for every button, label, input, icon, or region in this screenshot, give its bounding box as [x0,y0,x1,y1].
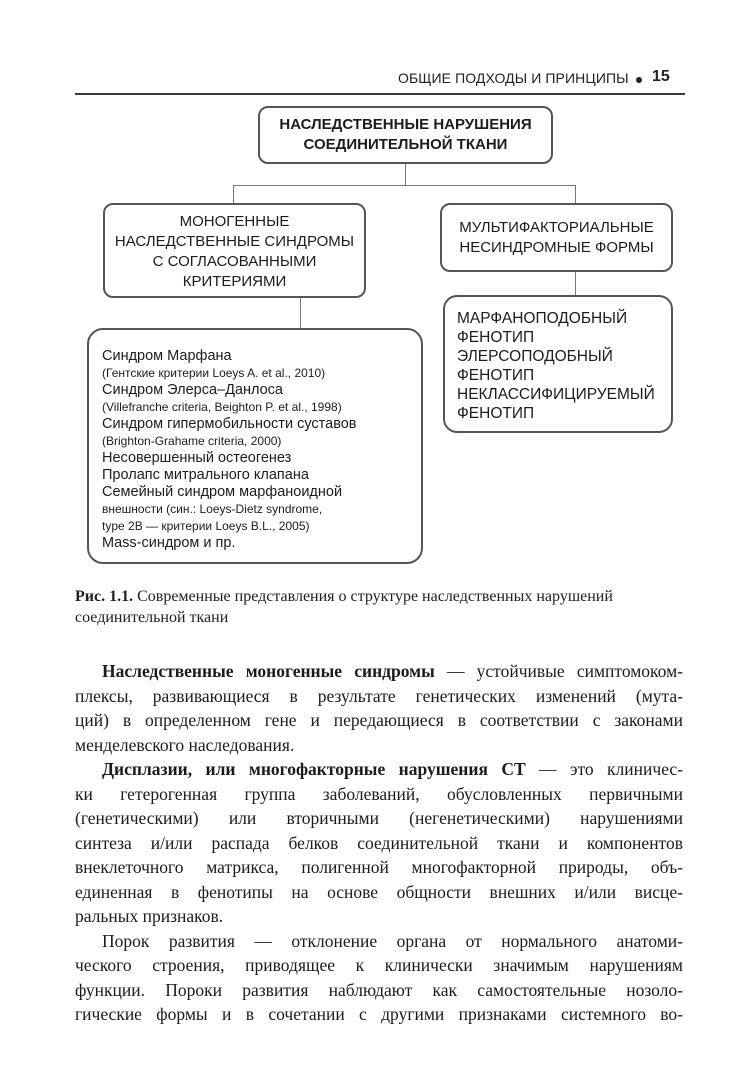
phenotypes-list [457,309,655,423]
paragraph-3-line: ческого строения, приводящее к клинически значимым нарушениям [75,955,683,975]
monogenic-box-line-1: МОНОГЕННЫЕ [179,213,290,230]
paragraph-1-line: ций) в определенном гене и передающиеся в соответствии с законами [75,710,683,730]
paragraph-1-line-1 [75,659,683,684]
figure-caption [75,586,685,628]
paragraph-2-line-1 [75,757,683,782]
term-monogenic-syndromes: Наследственные моногенные синдромы [102,661,435,681]
monogenic-syndromes-list [102,348,357,552]
phenotypes-list-box [443,295,673,433]
paragraph-1-line: плексы, развивающиеся в результате генетических изменений (мута- [75,685,683,706]
multifactorial-box-line-1: МУЛЬТИФАКТОРИАЛЬНЫЕ [459,219,654,236]
caption-line-2: соединительной ткани [75,609,229,626]
phenotype-item: ФЕНОТИП [457,367,535,384]
list-item: Mass-синдром и пр. [102,535,236,551]
paragraph-2-line: (генетическими) или вторичными (негенетическими) нарушениями [75,808,683,828]
list-item: (Гентские критерии Loeys A. et al., 2010) [102,366,326,380]
paragraph-2-line: синтеза и/или распада белков соединительной ткани и компонентов [75,832,683,853]
running-header-title: ОБЩИЕ ПОДХОДЫ И ПРИНЦИПЫ [398,70,629,86]
connector-horizontal [233,185,576,186]
connector-left-to-list [300,297,301,330]
paragraph-text: — устойчивые симптомоком- [434,661,683,681]
root-box-line-2: СОЕДИНИТЕЛЬНОЙ ТКАНИ [303,136,508,153]
list-item: Семейный синдром марфаноидной [102,484,343,500]
list-item: type 2B — критерии Loeys B.L., 2005) [102,519,310,533]
monogenic-syndromes-list-box [87,328,423,564]
paragraph-2-line: ральных признаков. [75,906,224,926]
list-item: Пролапс митрального клапана [102,467,309,483]
paragraph-3-line: Порок развития — отклонение органа от нормального анатоми- [102,930,683,951]
paragraph-1-line: менделевского наследования. [75,734,295,755]
monogenic-box-line-4: КРИТЕРИЯМИ [182,273,287,290]
list-item: (Brighton-Grahame criteria, 2000) [102,434,282,448]
connector-right-to-list [575,271,576,297]
multifactorial-forms-box [440,203,673,272]
multifactorial-box-line-2: НЕСИНДРОМНЫЕ ФОРМЫ [459,239,654,256]
root-box-line-1: НАСЛЕДСТВЕННЫЕ НАРУШЕНИЯ [279,116,532,133]
list-item: Синдром Марфана [102,348,232,364]
header-rule [75,93,685,95]
phenotype-item: ФЕНОТИП [457,405,535,422]
monogenic-box-line-2: НАСЛЕДСТВЕННЫЕ СИНДРОМЫ [114,233,355,250]
list-item: Синдром Элерса–Данлоса [102,382,283,398]
list-item: Несовершенный остеогенез [102,450,292,466]
phenotype-item: НЕКЛАССИФИЦИРУЕМЫЙ [457,386,655,403]
monogenic-syndromes-box [103,203,366,298]
paragraph-3-line: функции. Пороки развития наблюдают как самостоятельные нозоло- [75,979,683,1000]
monogenic-box-line-3: С СОГЛАСОВАННЫМИ [152,253,317,270]
paragraph-text: — это клиничес- [525,759,683,779]
phenotype-item: ЭЛЕРСОПОДОБНЫЙ [457,348,613,365]
connector-root-down [405,163,406,185]
header-bullet [636,77,642,83]
body-text [75,659,683,1027]
term-dysplasias: Дисплазии, или многофакторные нарушения СТ [102,759,526,779]
phenotype-item: МАРФАНОПОДОБНЫЙ [457,310,628,327]
paragraph-2-line: единенная в фенотипы на основе общности внешних и/или висце- [75,881,683,902]
connector-right-down [575,185,576,205]
list-item: Синдром гипермобильности суставов [102,416,357,432]
paragraph-2-line: ки гетерогенная группа заболеваний, обусловленных первичными [75,783,683,804]
paragraph-3-line: гические формы и в сочетании с другими признаками системного во- [75,1004,683,1024]
page-number: 15 [652,68,670,85]
diagram-root-box [258,106,553,164]
list-item: (Villefranche criteria, Beighton P. et al., 1998) [102,400,342,414]
phenotype-item: ФЕНОТИП [457,329,535,346]
list-item: внешности (син.: Loeys-Dietz syndrome, [102,502,323,516]
connector-left-down [233,185,234,205]
caption-line-1: Современные представления о структуре наследственных нарушений [133,588,613,605]
caption-label: Рис. 1.1. [75,588,134,605]
paragraph-2-line: внеклеточного матрикса, полигенной многофакторной природы, объ- [75,857,683,877]
